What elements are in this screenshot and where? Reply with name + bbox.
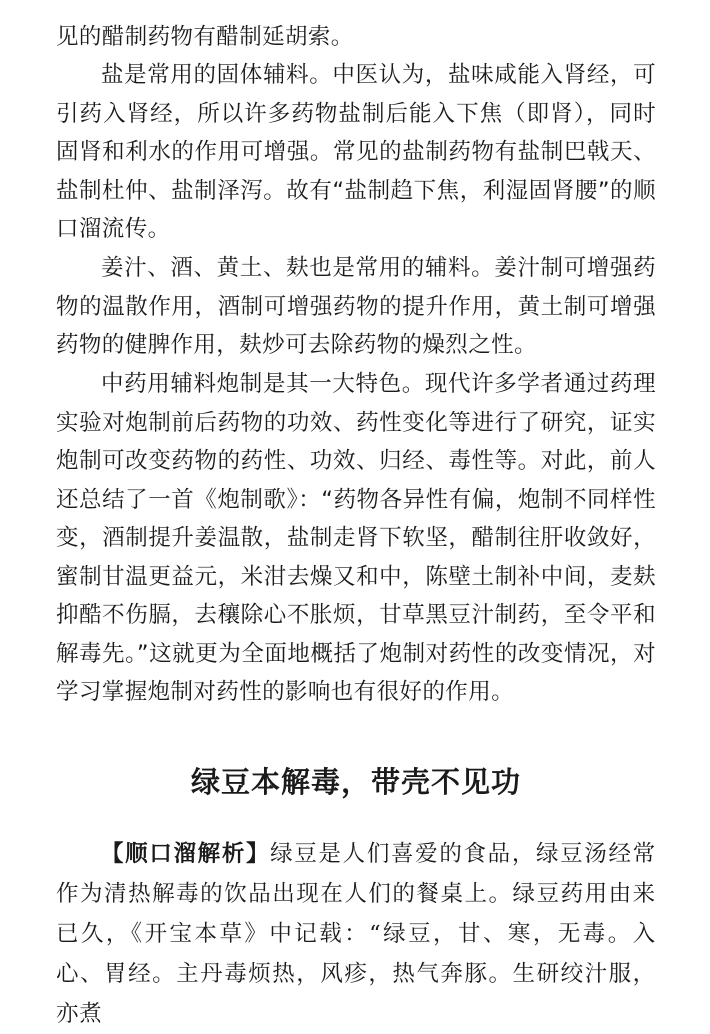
paragraph-continuation: 见的醋制药物有醋制延胡索。: [56, 24, 354, 50]
section-heading: 绿豆本解毒，带壳不见功: [190, 765, 521, 799]
paragraph-mung-bean-text: 绿豆是人们喜爱的食品，绿豆汤经常作为清热解毒的饮品出现在人们的餐桌上。绿豆药用由来已久，《开宝本草》中记载：“绿豆，甘、寒，无毒。入心、胃经。主丹毒烦热，风疹，热气奔豚。生研绞汁服，亦煮: [56, 841, 656, 1027]
paragraph-mung-bean: [56, 834, 656, 1034]
paragraph-processing-song: 中药用辅料炮制是其一大特色。现代许多学者通过药理实验对炮制前后药物的功效、药性变化等进行了研究，证实炮制可改变药物的药性、功效、归经、毒性等。对此，前人还总结了一首《炮制歌》：“药物各异性有偏，炮制不同样性变，酒制提升姜温散，盐制走肾下软坚，醋制往肝收敛好，蜜制甘温更益元，米泔去燥又和中，陈壁土制补中间，麦麸抑酷不伤膈，去穰除心不胀烦，甘草黑豆汁制药，至令平和解毒先。”这就更为全面地概括了炮制对药性的改变情况，对学习掌握炮制对药性的影响也有很好的作用。: [56, 371, 656, 705]
analysis-tag: 【顺口溜解析】: [101, 841, 271, 867]
paragraph-salt: 盐是常用的固体辅料。中医认为，盐味咸能入肾经，可引药入肾经，所以许多药物盐制后能入下焦（即肾），同时固肾和利水的作用可增强。常见的盐制药物有盐制巴戟天、盐制杜仲、盐制泽泻。故有“盐制趋下焦，利湿固肾腰”的顺口溜流传。: [56, 62, 656, 242]
paragraph-other-adjuvants: 姜汁、酒、黄土、麸也是常用的辅料。姜汁制可增强药物的温散作用，酒制可增强药物的提升作用，黄土制可增强药物的健脾作用，麸炒可去除药物的燥烈之性。: [56, 255, 656, 358]
